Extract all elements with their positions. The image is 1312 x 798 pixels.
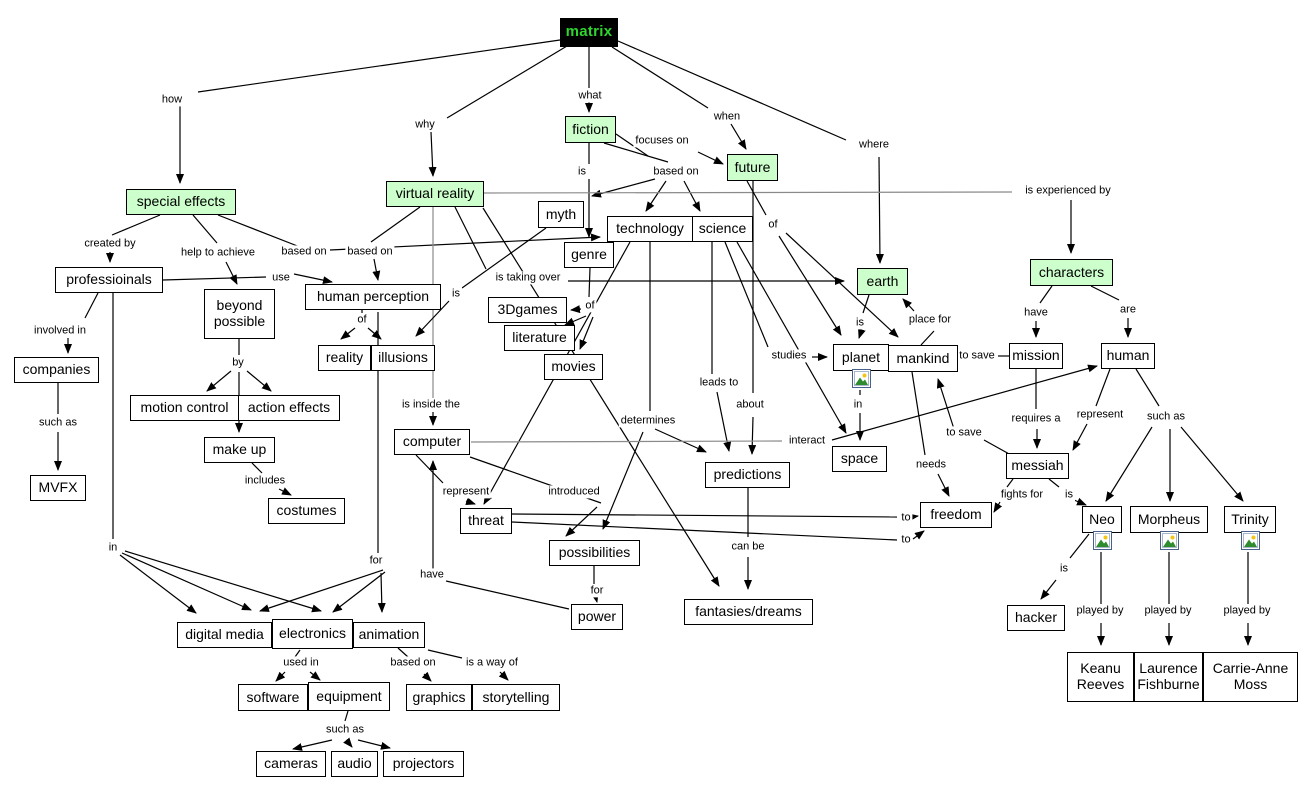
edge-label-what-2: what [578, 89, 602, 102]
node-beyond-possible[interactable] [204, 289, 275, 339]
edge-label-in-51: in [108, 541, 118, 554]
edge-line-94 [1096, 369, 1110, 406]
edge-label-have-53: have [420, 568, 444, 581]
edge-line-0 [198, 40, 560, 92]
edge-line-25 [374, 259, 378, 280]
node-keanu-reeves[interactable] [1067, 652, 1134, 702]
edge-label-fights-for-38: fights for [1000, 488, 1044, 501]
node-technology[interactable] [607, 216, 693, 242]
node-label-human: human [1106, 347, 1150, 364]
edge-line-28 [455, 207, 486, 269]
edge-label-about-26: about [736, 398, 764, 411]
edge-line-18 [112, 215, 160, 235]
node-possibilities[interactable] [549, 540, 640, 566]
edge-label-for-54: for [590, 584, 604, 597]
image-resource-icon-neo[interactable] [1093, 531, 1112, 550]
node-label-equipment: equipment [316, 687, 382, 704]
image-resource-icon-trinity[interactable] [1241, 531, 1260, 550]
edge-label-can-be-28: can be [731, 540, 765, 553]
edge-line-56 [565, 316, 586, 325]
edge-line-116 [512, 514, 897, 517]
node-characters[interactable] [1030, 259, 1113, 286]
edge-line-68 [752, 417, 753, 454]
node-label-action-effects: action effects [247, 399, 331, 416]
edge-line-74 [921, 331, 934, 345]
edge-label-is-taking-over-17: is taking over [495, 271, 561, 284]
edge-label-is-16: is [452, 287, 460, 300]
node-graphics[interactable] [406, 684, 472, 711]
edge-line-39 [122, 553, 251, 610]
edge-line-90 [1007, 479, 1013, 487]
edge-label-is-experienced-by-42: is experienced by [1025, 184, 1111, 197]
edge-label-created-by-8: created by [84, 237, 136, 250]
edge-label-based-on-6: based on [653, 165, 699, 178]
node-label-neo: Neo [1089, 510, 1115, 527]
node-space[interactable] [832, 446, 887, 472]
node-companies[interactable] [14, 357, 99, 383]
node-label-projectors: projectors [392, 755, 455, 772]
node-predictions[interactable] [705, 462, 790, 488]
edge-line-2 [447, 46, 567, 118]
edge-label-played-by-49: played by [1144, 604, 1192, 617]
edge-label-why-1: why [415, 118, 435, 131]
edge-label-played-by-50: played by [1223, 604, 1271, 617]
edge-line-100 [471, 441, 782, 442]
edge-label-in-33: in [853, 398, 863, 411]
node-hacker[interactable] [1007, 605, 1065, 631]
node-label-make-up: make up [212, 441, 267, 458]
image-resource-icon-planet[interactable] [852, 369, 871, 388]
edge-line-54 [589, 268, 590, 297]
node-label-software: software [246, 688, 300, 705]
edge-label-requires-a-37: requires a [1011, 412, 1061, 425]
edge-label-is-inside-the-21: is inside the [401, 398, 461, 411]
edge-line-42 [207, 371, 231, 391]
node-label-myth: myth [545, 205, 577, 222]
edge-line-15 [646, 181, 666, 211]
node-literature[interactable] [504, 325, 575, 351]
node-audio[interactable] [331, 751, 378, 777]
node-label-characters: characters [1038, 263, 1105, 280]
node-label-carrie-anne-moss: Carrie-Anne Moss [1212, 660, 1289, 692]
edge-label-to-save-36: to save [946, 426, 982, 439]
node-genre[interactable] [564, 242, 614, 268]
edge-line-95 [1073, 424, 1087, 450]
edge-line-96 [1136, 369, 1159, 406]
edge-line-55 [571, 309, 581, 310]
edge-label-by-19: by [232, 356, 244, 369]
node-trinity[interactable] [1224, 506, 1276, 533]
node-motion-control[interactable] [130, 395, 239, 421]
node-label-threat: threat [468, 512, 504, 529]
node-planet[interactable] [833, 344, 889, 371]
node-software[interactable] [238, 684, 308, 711]
node-label-computer: computer [402, 433, 462, 450]
node-illusions[interactable] [371, 345, 435, 371]
edge-line-129 [276, 672, 285, 681]
edge-line-78 [912, 372, 925, 455]
edge-line-22 [218, 215, 300, 247]
edge-label-such-as-46: such as [1147, 410, 1185, 423]
edge-line-93 [1074, 500, 1086, 505]
node-mankind[interactable] [888, 345, 958, 372]
node-label-technology: technology [616, 220, 684, 237]
edge-line-119 [913, 531, 924, 539]
node-label-mvfx: MVFX [38, 479, 78, 496]
node-label-professioinals: professioinals [66, 271, 152, 288]
edge-line-50 [341, 328, 355, 339]
node-earth[interactable] [857, 268, 908, 295]
edge-line-46 [279, 489, 291, 495]
node-label-cameras: cameras [264, 755, 318, 772]
node-action-effects[interactable] [238, 395, 340, 421]
node-label-future: future [734, 158, 771, 175]
node-projectors[interactable] [383, 751, 464, 777]
edge-label-leads-to-25: leads to [699, 376, 739, 389]
edge-line-36 [294, 274, 332, 282]
edge-label-needs-34: needs [916, 458, 946, 471]
node-label-planet: planet [841, 348, 881, 365]
node-messiah[interactable] [1006, 453, 1069, 479]
node-freedom[interactable] [920, 502, 992, 528]
node-label-science: science [698, 220, 747, 237]
edge-line-112 [416, 455, 443, 483]
node-reality[interactable] [318, 345, 371, 371]
node-digital-media[interactable] [177, 622, 272, 648]
edge-line-33 [85, 293, 98, 318]
edge-line-79 [938, 474, 949, 496]
edge-line-69 [747, 181, 766, 215]
node-3dgames[interactable] [488, 297, 567, 323]
edge-label-of-30: of [768, 218, 778, 231]
node-label-freedom: freedom [930, 506, 982, 523]
edge-line-99 [1181, 427, 1243, 501]
edge-label-such-as-58: such as [326, 723, 364, 736]
edge-label-determines-24: determines [620, 414, 676, 427]
node-fiction[interactable] [565, 116, 616, 143]
node-label-trinity: Trinity [1231, 510, 1269, 527]
edge-label-involved-in-13: involved in [34, 324, 86, 337]
edge-line-16 [684, 181, 700, 211]
node-electronics[interactable] [272, 619, 353, 649]
node-fantasies-dreams[interactable] [684, 599, 813, 625]
edge-label-such-as-14: such as [39, 416, 77, 429]
edge-label-use-12: use [272, 271, 290, 284]
edge-label-to-save-35: to save [959, 349, 995, 362]
node-label-3dgames: 3Dgames [497, 301, 558, 318]
node-laurence-fishburne[interactable] [1134, 652, 1203, 702]
node-carrie-anne-moss[interactable] [1203, 652, 1298, 702]
node-special-effects[interactable] [126, 189, 236, 215]
edge-label-introduced-23: introduced [548, 485, 600, 498]
node-matrix[interactable] [560, 18, 618, 47]
node-costumes[interactable] [268, 498, 345, 524]
node-label-laurence-fishburne: Laurence Fishburne [1137, 660, 1200, 692]
edge-line-134 [500, 672, 508, 680]
edge-line-115 [566, 507, 597, 536]
edge-line-70 [779, 236, 841, 335]
image-resource-icon-morpheus[interactable] [1160, 531, 1179, 550]
edge-label-how-0: how [161, 93, 183, 106]
node-label-genre: genre [571, 246, 607, 263]
node-label-literature: literature [512, 329, 567, 346]
edge-label-is-39: is [1065, 488, 1073, 501]
edge-label-have-43: have [1024, 306, 1048, 319]
edge-line-9 [879, 157, 880, 263]
edge-label-is-47: is [1060, 562, 1068, 575]
node-future[interactable] [727, 154, 778, 181]
edge-line-20 [193, 215, 217, 243]
node-label-earth: earth [866, 272, 899, 289]
node-label-matrix: matrix [565, 23, 613, 41]
edge-line-21 [226, 262, 237, 284]
node-science[interactable] [692, 216, 753, 242]
edge-label-of-18: of [585, 299, 595, 312]
node-label-space: space [840, 450, 879, 467]
edge-line-89 [938, 379, 954, 429]
edge-label-help-to-achieve-9: help to achieve [181, 246, 255, 259]
edge-label-played-by-48: played by [1076, 604, 1124, 617]
node-label-special-effects: special effects [136, 193, 226, 210]
edge-line-75 [903, 299, 914, 311]
edge-line-31 [484, 192, 1012, 193]
edge-line-91 [994, 502, 1000, 512]
node-label-animation: animation [358, 626, 420, 643]
node-myth[interactable] [538, 201, 584, 228]
edge-line-135 [345, 711, 348, 721]
node-movies[interactable] [544, 354, 603, 380]
edge-label-based-on-11: based on [347, 245, 393, 258]
edge-label-based-on-56: based on [390, 656, 436, 669]
node-power[interactable] [571, 604, 623, 630]
edge-line-102 [1070, 534, 1089, 558]
edge-line-59 [655, 429, 706, 452]
edge-line-82 [1091, 286, 1119, 300]
node-label-fiction: fiction [572, 120, 609, 137]
node-label-morpheus: Morpheus [1137, 510, 1201, 527]
edge-label-where-4: where [859, 138, 889, 151]
edge-line-136 [293, 740, 332, 749]
node-mvfx[interactable] [30, 475, 86, 501]
node-label-messiah: messiah [1011, 457, 1064, 474]
edge-line-3 [431, 132, 433, 176]
edge-line-45 [252, 463, 262, 473]
edge-label-is-a-way-of-57: is a way of [466, 656, 518, 669]
edge-line-125 [381, 573, 382, 612]
edge-line-72 [863, 295, 869, 313]
edge-label-studies-29: studies [771, 349, 807, 362]
edge-label-of-15: of [357, 313, 367, 326]
edge-label-are-44: are [1120, 303, 1136, 316]
node-label-human-perception: human perception [316, 288, 430, 305]
edge-label-represent-45: represent [1076, 408, 1124, 421]
node-label-storytelling: storytelling [482, 688, 550, 705]
node-human-perception[interactable] [305, 284, 441, 310]
edge-line-11 [698, 152, 723, 164]
node-computer[interactable] [394, 429, 470, 455]
node-label-reality: reality [325, 349, 364, 366]
node-label-illusions: illusions [378, 349, 428, 366]
edge-line-80 [1040, 286, 1052, 303]
edge-line-63 [717, 392, 729, 451]
node-human[interactable] [1101, 343, 1155, 369]
edge-line-132 [424, 674, 431, 681]
node-mission[interactable] [1009, 343, 1063, 369]
edge-label-to-41: to [901, 533, 911, 546]
node-label-fantasies-dreams: fantasies/dreams [695, 603, 802, 620]
node-animation[interactable] [353, 622, 425, 648]
node-label-power: power [577, 608, 617, 625]
edge-line-127 [596, 598, 597, 602]
edge-line-43 [247, 371, 271, 391]
node-label-possibilities: possibilities [558, 544, 631, 561]
node-label-companies: companies [22, 361, 91, 378]
edge-line-118 [512, 522, 897, 540]
edge-label-for-52: for [369, 554, 383, 567]
edge-line-92 [1049, 479, 1059, 487]
node-label-electronics: electronics [279, 625, 346, 642]
node-label-movies: movies [551, 358, 596, 375]
node-cameras[interactable] [256, 751, 326, 777]
node-label-beyond-possible: beyond possible [213, 297, 266, 329]
edge-label-focuses-on-5: focuses on [635, 134, 689, 147]
edge-line-38 [120, 555, 196, 613]
edge-line-6 [612, 47, 708, 108]
edge-line-73 [859, 332, 861, 338]
node-label-costumes: costumes [276, 502, 337, 519]
edge-label-based-on-10: based on [281, 245, 327, 258]
node-label-virtual-reality: virtual reality [395, 185, 475, 202]
node-neo[interactable] [1082, 506, 1122, 533]
node-equipment[interactable] [308, 682, 390, 711]
edge-line-97 [1106, 427, 1152, 501]
edge-label-is-7: is [578, 165, 586, 178]
node-label-graphics: graphics [412, 688, 466, 705]
node-label-mankind: mankind [896, 349, 950, 366]
node-label-predictions: predictions [713, 466, 782, 483]
edge-line-113 [466, 501, 475, 504]
edge-line-35 [163, 277, 266, 280]
edge-label-when-3: when [713, 110, 741, 123]
edge-line-24 [371, 207, 420, 242]
node-label-audio: audio [337, 755, 372, 772]
edge-line-103 [1041, 580, 1056, 599]
edge-line-7 [731, 124, 746, 149]
node-label-motion-control: motion control [140, 399, 229, 416]
edge-line-138 [358, 740, 390, 748]
node-morpheus[interactable] [1130, 506, 1208, 533]
edge-label-interact-27: interact [788, 434, 826, 447]
node-threat[interactable] [460, 508, 512, 534]
node-virtual-reality[interactable] [386, 181, 484, 207]
node-make-up[interactable] [204, 437, 275, 463]
edge-line-17 [592, 179, 655, 196]
node-professioinals[interactable] [55, 267, 163, 293]
edge-line-51 [368, 328, 381, 339]
node-label-keanu-reeves: Keanu Reeves [1076, 660, 1125, 692]
edge-line-137 [347, 741, 352, 747]
edge-label-is-31: is [856, 316, 864, 329]
edge-line-57 [580, 317, 593, 349]
edge-label-place-for-32: place for [908, 313, 952, 326]
edge-label-used-in-55: used in [283, 656, 319, 669]
node-label-mission: mission [1012, 347, 1060, 364]
node-label-digital-media: digital media [185, 626, 264, 643]
edge-line-121 [446, 581, 569, 609]
node-storytelling[interactable] [472, 684, 560, 711]
node-label-hacker: hacker [1014, 609, 1058, 626]
edge-label-includes-20: includes [244, 474, 286, 487]
edge-label-represent-22: represent [442, 485, 490, 498]
edge-label-to-40: to [901, 511, 911, 524]
edge-line-130 [310, 672, 320, 680]
edge-line-123 [260, 570, 383, 611]
